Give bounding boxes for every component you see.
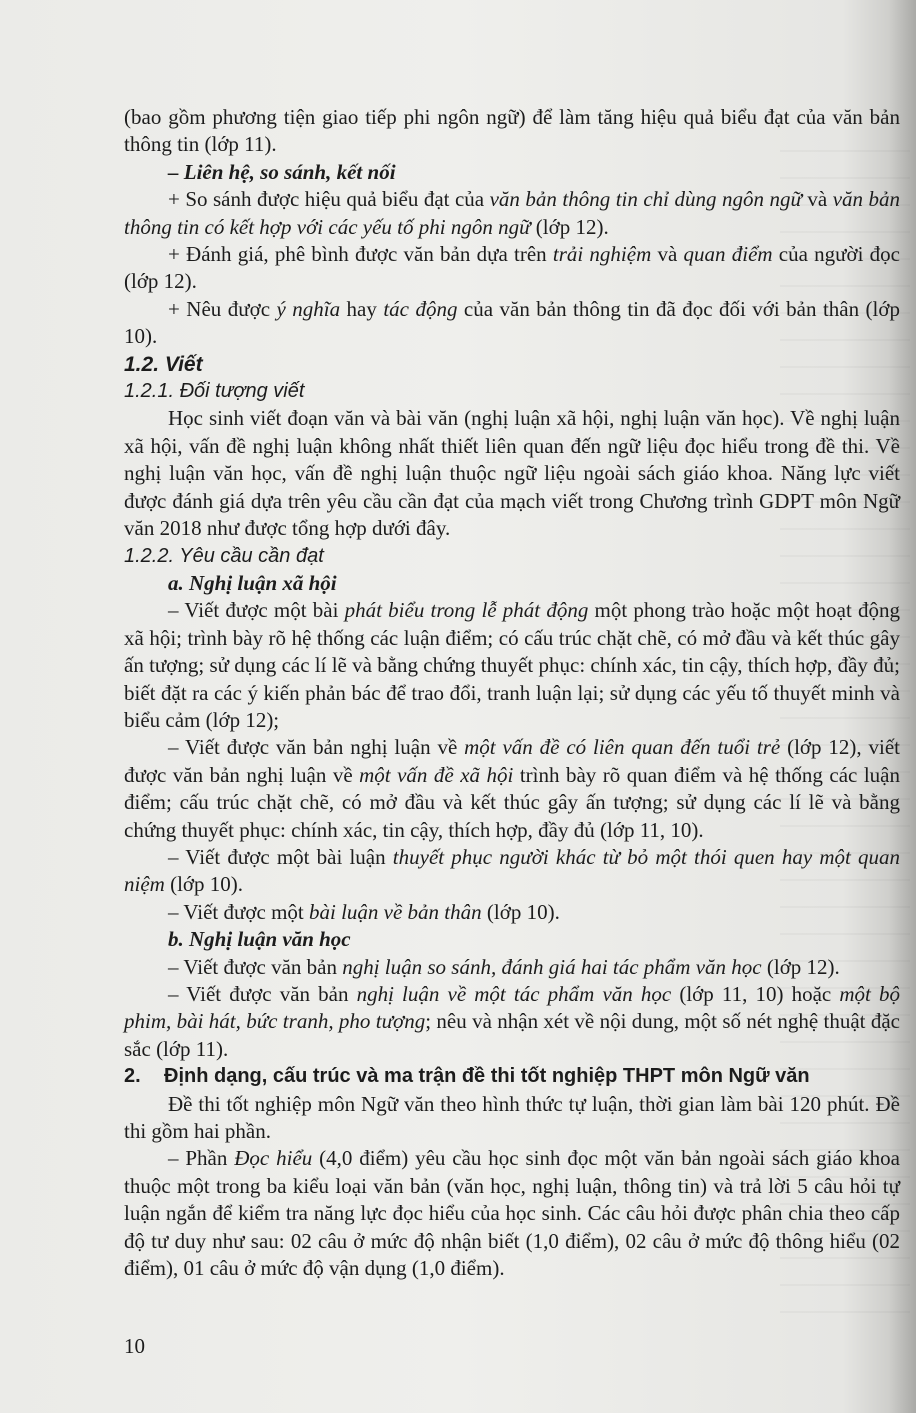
- heading-1-2: 1.2. Viết: [124, 352, 203, 376]
- paragraph-so-sanh: + So sánh được hiệu quả biểu đạt của văn bản thông tin chỉ dùng ngôn ngữ và văn bản thông tin có kết hợp với các yếu tố phi ngôn ngữ (lớp 12).: [124, 187, 901, 239]
- paragraph-so-sanh-hai-tac-pham: – Viết được văn bản nghị luận so sánh, đánh giá hai tác phẩm văn học (lớp 12).: [168, 954, 840, 979]
- paragraph-phat-bieu: – Viết được một bài phát biểu trong lễ phát động một phong trào hoặc một hoạt động xã hội; trình bày rõ hệ thống các luận điểm; có cấu trúc chặt chẽ, có mở đầu và kết thúc gây ấn tượng; sử dụng các lí lẽ và bằng chứng thuyết phục: chính xác, tin cậy, thích hợp, đầy đủ; biết đặt ra các ý kiến phản bác để trao đổi, tranh luận lại; sử dụng các yếu tố thuyết minh và biểu cảm (lớp 12);: [124, 598, 900, 732]
- paragraph-tuoi-tre: – Viết được văn bản nghị luận về một vấn đề có liên quan đến tuổi trẻ (lớp 12), viết được văn bản nghị luận về một vấn đề xã hội trình bày rõ quan điểm và hệ thống các luận điểm; cấu trúc chặt chẽ, có mở đầu và kết thúc gây ấn tượng; sử dụng các lí lẽ và bằng chứng thuyết phục: chính xác, tin cậy, thích hợp, đầy đủ (lớp 11, 10).: [124, 735, 900, 842]
- paragraph-continuation: (bao gồm phương tiện giao tiếp phi ngôn ngữ) để làm tăng hiệu quả biểu đạt của văn bản thông tin (lớp 11).: [124, 105, 900, 157]
- paragraph-danh-gia: + Đánh giá, phê bình được văn bản dựa trên trải nghiệm và quan điểm của người đọc (lớp 12).: [124, 242, 900, 294]
- paragraph-hoc-sinh-viet: Học sinh viết đoạn văn và bài văn (nghị luận xã hội, nghị luận văn học). Về nghị luận xã hội, vấn đề nghị luận không nhất thiết liên quan đến ngữ liệu đọc hiểu trong đề thi. Về nghị luận văn học, vấn đề nghị luận thuộc ngữ liệu ngoài sách giáo khoa. Năng lực viết được đánh giá dựa trên yêu cầu cần đạt của mạch viết trong Chương trình GDPT môn Ngữ văn 2018 như được tổng hợp dưới đây.: [124, 406, 900, 541]
- heading-nghi-luan-van-hoc: b. Nghị luận văn học: [168, 927, 351, 952]
- paragraph-neu-duoc: + Nêu được ý nghĩa hay tác động của văn bản thông tin đã đọc đối với bản thân (lớp 10).: [124, 296, 900, 349]
- heading-section-2: [124, 1063, 900, 1090]
- heading-lien-he: – Liên hệ, so sánh, kết nối: [168, 159, 396, 184]
- paragraph-ban-than: – Viết được một bài luận về bản thân (lớp 10).: [168, 899, 560, 924]
- paragraph-de-thi: Đề thi tốt nghiệp môn Ngữ văn theo hình thức tự luận, thời gian làm bài 120 phút. Đề thi gồm hai phần.: [124, 1091, 900, 1144]
- paragraph-mot-tac-pham: – Viết được văn bản nghị luận về một tác phẩm văn học (lớp 11, 10) hoặc một bộ phim, bài hát, bức tranh, pho tượng; nêu và nhận xét về nội dung, một số nét nghệ thuật đặc sắc (lớp 11).: [124, 982, 900, 1061]
- page-body: [124, 104, 900, 1282]
- section-number: 2.: [124, 1065, 141, 1088]
- heading-nghi-luan-xa-hoi: a. Nghị luận xã hội: [168, 570, 337, 595]
- section-title: Định dạng, cấu trúc và ma trận đề thi tốt nghiệp THPT môn Ngữ văn: [164, 1065, 810, 1088]
- paragraph-doc-hieu: – Phần Đọc hiểu (4,0 điểm) yêu cầu học sinh đọc một văn bản ngoài sách giáo khoa thuộc một trong ba kiểu loại văn bản (văn học, nghị luận, thông tin) và trả lời 5 câu hỏi tự luận ngắn để kiểm tra năng lực đọc hiểu của học sinh. Các câu hỏi được phân chia theo cấp độ tư duy như sau: 02 câu ở mức độ nhận biết (1,0 điểm), 02 câu ở mức độ thông hiểu (02 điểm), 01 câu ở mức độ vận dụng (1,0 điểm).: [124, 1146, 901, 1281]
- heading-1-2-2: 1.2.2. Yêu cầu cần đạt: [124, 544, 324, 567]
- heading-1-2-1: 1.2.1. Đối tượng viết: [124, 380, 305, 403]
- paragraph-thuyet-phuc: – Viết được một bài luận thuyết phục người khác từ bỏ một thói quen hay một quan niệm (lớp 10).: [124, 844, 900, 897]
- page-number: 10: [124, 1334, 145, 1358]
